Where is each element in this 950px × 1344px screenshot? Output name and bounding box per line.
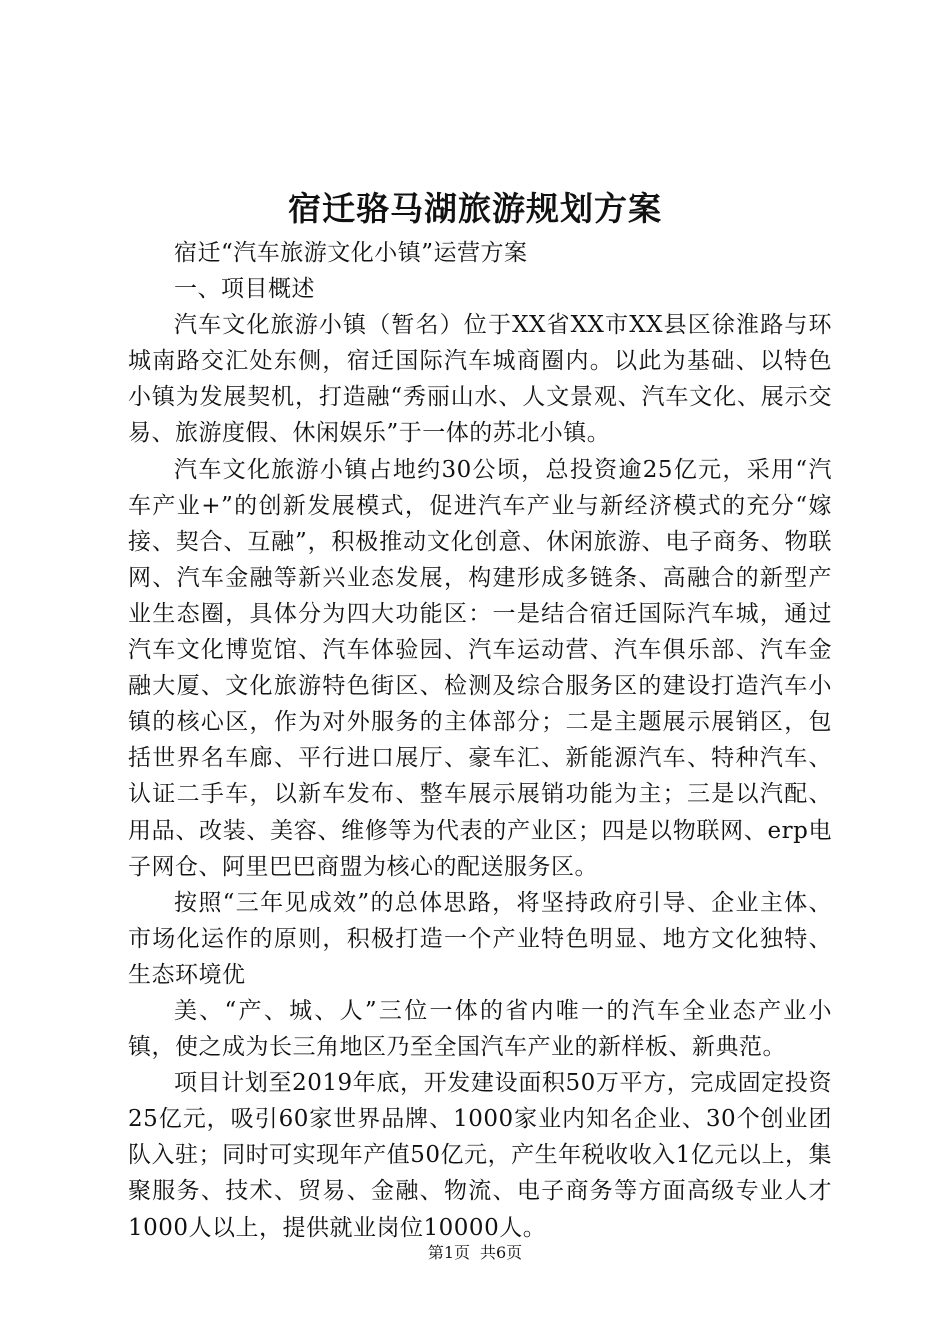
- page-footer: [0, 1241, 950, 1265]
- document-body: [128, 235, 832, 1246]
- page-number: 第1页: [427, 1243, 470, 1262]
- body-paragraph: 美、“产、城、人”三位一体的省内唯一的汽车全业态产业小镇，使之成为长三角地区乃至全国汽车产业的新样板、新典范。: [128, 997, 832, 1061]
- body-paragraph: 汽车文化旅游小镇（暂名）位于XX省XX市XX县区徐淮路与环城南路交汇处东侧，宿迁国际汽车城商圈内。以此为基础、以特色小镇为发展契机，打造融“秀丽山水、人文景观、汽车文化、展示交易、旅游度假、休闲娱乐”于一体的苏北小镇。: [128, 312, 832, 447]
- subtitle-paragraph: 宿迁“汽车旅游文化小镇”运营方案: [174, 240, 528, 266]
- page-total: 共6页: [480, 1243, 523, 1262]
- section-heading: 一、项目概述: [174, 276, 315, 303]
- body-paragraph: 汽车文化旅游小镇占地约30公顷，总投资逾25亿元，采用“汽车产业+”的创新发展模式，促进汽车产业与新经济模式的充分“嫁接、契合、互融”，积极推动文化创意、休闲旅游、电子商务、物联网、汽车金融等新兴业态发展，构建形成多链条、高融合的新型产业生态圈，具体分为四大功能区：一是结合宿迁国际汽车城，通过汽车文化博览馆、汽车体验园、汽车运动营、汽车俱乐部、汽车金融大厦、文化旅游特色街区、检测及综合服务区的建设打造汽车小镇的核心区，作为对外服务的主体部分；二是主题展示展销区，包括世界名车廊、平行进口展厅、豪车汇、新能源汽车、特种汽车、认证二手车，以新车发布、整车展示展销功能为主；三是以汽配、用品、改装、美容、维修等为代表的产业区；四是以物联网、erp电子网仓、阿里巴巴商盟为核心的配送服务区。: [128, 456, 832, 880]
- document-title: 宿迁骆马湖旅游规划方案: [288, 189, 662, 228]
- body-paragraph: 项目计划至2019年底，开发建设面积50万平方，完成固定投资25亿元，吸引60家世界品牌、1000家业内知名企业、30个创业团队入驻；同时可实现年产值50亿元，产生年税收收入1亿元以上，集聚服务、技术、贸易、金融、物流、电子商务等方面高级专业人才1000人以上，提供就业岗位10000人。: [128, 1070, 832, 1241]
- body-paragraph: 按照“三年见成效”的总体思路，将坚持政府引导、企业主体、市场化运作的原则，积极打造一个产业特色明显、地方文化独特、生态环境优: [128, 889, 832, 988]
